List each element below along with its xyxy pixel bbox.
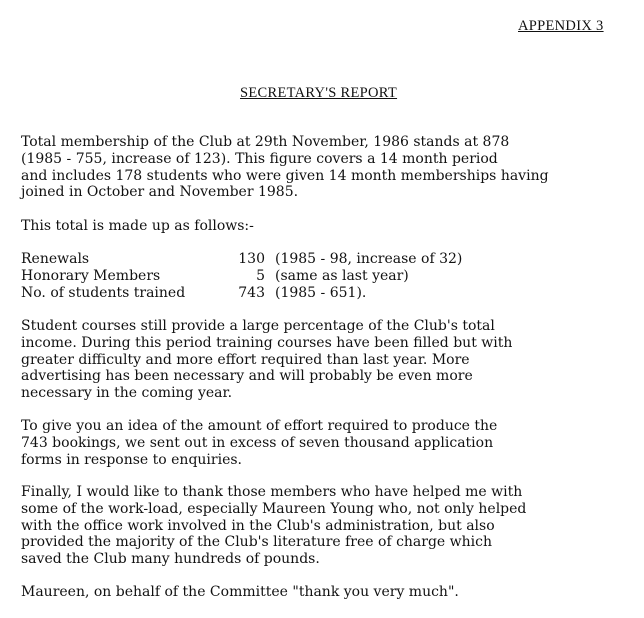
made-up-paragraph [21,218,631,235]
courses-paragraph [21,318,631,402]
intro-line: joined in October and November 1985. [21,184,299,201]
closing-paragraph [21,584,631,601]
breakdown-note: (1985 - 651). [275,284,367,301]
closing-line: Maureen, on behalf of the Committee "thank you very much". [21,584,459,600]
intro-line: Total membership of the Club at 29th November, 1986 stands at 878 [21,134,510,150]
intro-paragraph [21,134,631,201]
breakdown-value: 743 [238,284,265,301]
made-up-line: This total is made up as follows:- [21,218,254,234]
breakdown-value: 5 [256,267,265,284]
courses-line: greater difficulty and more effort required than last year. More [21,351,470,368]
courses-line: Student courses still provide a large percentage of the Club's total [21,318,495,334]
report-title: SECRETARY'S REPORT [240,85,398,101]
intro-line: and includes 178 students who were given 14 month memberships having [21,167,549,184]
breakdown-note: (1985 - 98, increase of 32) [275,251,463,267]
thanks-line: saved the Club many hundreds of pounds. [21,551,320,568]
courses-line: necessary in the coming year. [21,385,233,402]
effort-paragraph [21,418,631,468]
courses-line: income. During this period training courses have been filled but with [21,334,513,351]
courses-line: advertising has been necessary and will probably be even more [21,368,473,385]
breakdown-label: Honorary Members [21,267,161,284]
thanks-line: with the office work involved in the Club's administration, but also [21,517,495,534]
thanks-paragraph [21,484,631,568]
thanks-line: some of the work-load, especially Maureen Young who, not only helped [21,500,527,517]
effort-line: 743 bookings, we sent out in excess of seven thousand application [21,434,494,451]
breakdown-label: Renewals [21,251,90,267]
breakdown-value: 130 [238,251,265,267]
effort-line: forms in response to enquiries. [21,451,242,468]
appendix-label: APPENDIX 3 [518,18,604,34]
breakdown-note: (same as last year) [275,267,409,284]
thanks-line: provided the majority of the Club's literature free of charge which [21,534,493,551]
effort-line: To give you an idea of the amount of effort required to produce the [21,418,498,434]
thanks-line: Finally, I would like to thank those members who have helped me with [21,484,523,500]
breakdown-label: No. of students trained [21,284,186,301]
intro-line: (1985 - 755, increase of 123). This figure covers a 14 month period [21,150,498,167]
